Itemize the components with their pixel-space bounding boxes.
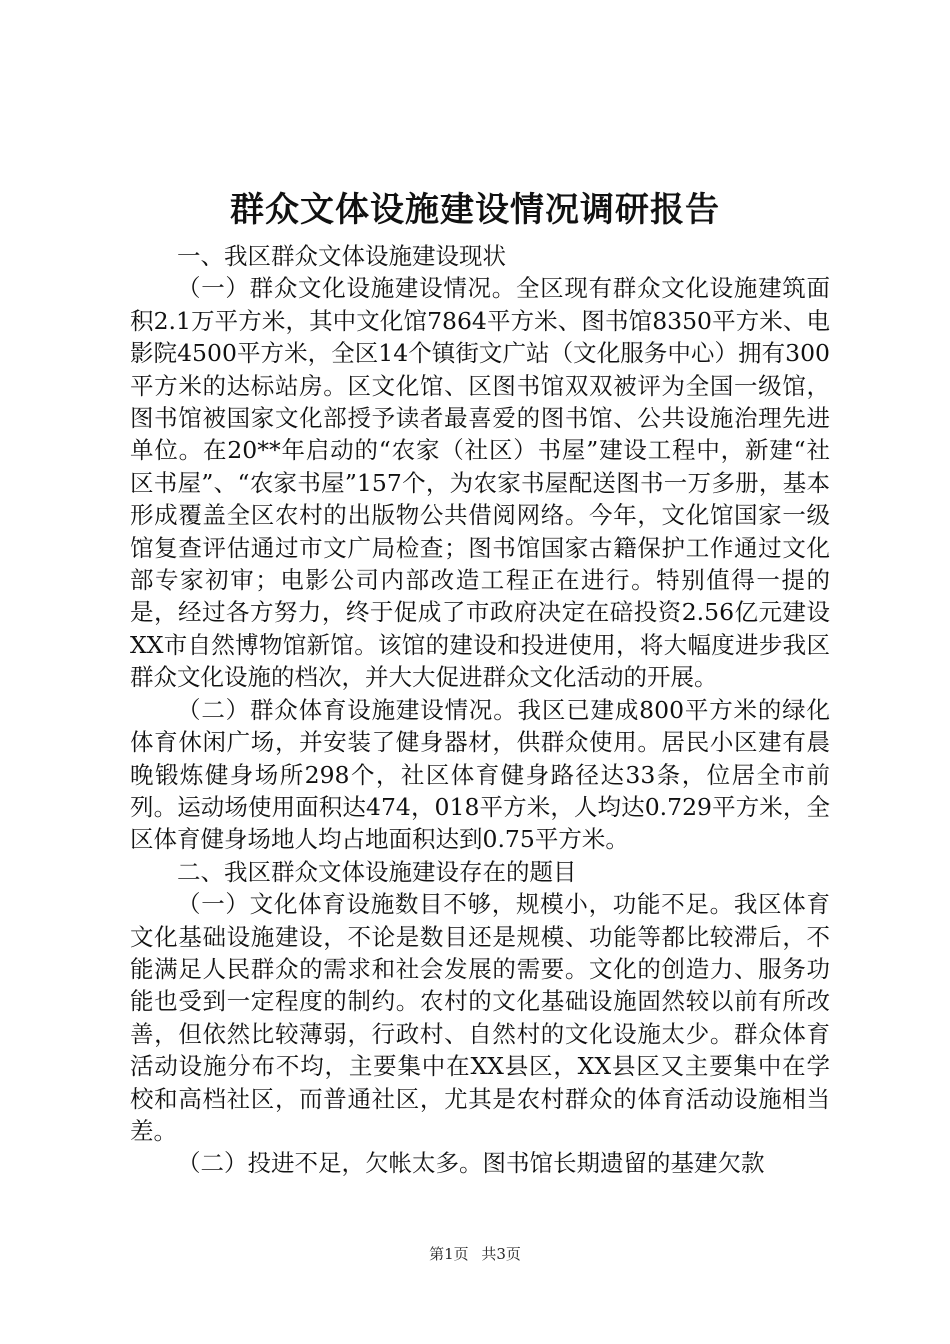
page-total: 共3页 <box>481 1245 521 1263</box>
page-number: 第1页 <box>429 1245 469 1263</box>
page-footer <box>0 1244 950 1264</box>
paragraph-culture-facilities: （一）群众文化设施建设情况。全区现有群众文化设施建筑面积2.1万平方米，其中文化馆7864平方米、图书馆8350平方米、电影院4500平方米，全区14个镇街文广站（文化服务中心）拥有300平方米的达标站房。区文化馆、区图书馆双双被评为全国一级馆，图书馆被国家文化部授予读者最喜爱的图书馆、公共设施治理先进单位。在20**年启动的“农家（社区）书屋”建设工程中，新建“社区书屋”、“农家书屋”157个，为农家书屋配送图书一万多册，基本形成覆盖全区农村的出版物公共借阅网络。今年，文化馆国家一级馆复查评估通过市文广局检查；图书馆国家古籍保护工作通过文化部专家初审；电影公司内部改造工程正在进行。特别值得一提的是，经过各方努力，终于促成了市政府决定在碚投资2.56亿元建设XX市自然博物馆新馆。该馆的建设和投进使用，将大幅度进步我区群众文化设施的档次，并大大促进群众文化活动的开展。 <box>130 274 830 692</box>
paragraph-sports-facilities: （二）群众体育设施建设情况。我区已建成800平方米的绿化体育休闲广场，并安装了健身器材，供群众使用。居民小区建有晨晚锻炼健身场所298个，社区体育健身路径达33条，位居全市前列。运动场使用面积达474，018平方米，人均达0.729平方米，全区体育健身场地人均占地面积达到0.75平方米。 <box>130 695 830 854</box>
document-body <box>130 240 830 1180</box>
document-title: 群众文体设施建设情况调研报告 <box>230 190 720 230</box>
paragraph-insufficient-investment: （二）投进不足，欠帐太多。图书馆长期遗留的基建欠款 <box>177 1149 765 1178</box>
section-heading-2: 二、我区群众文体设施建设存在的题目 <box>177 857 577 886</box>
paragraph-insufficient-facilities: （一）文化体育设施数目不够，规模小，功能不足。我区体育文化基础设施建设，不论是数目还是规模、功能等都比较滞后，不能满足人民群众的需求和社会发展的需要。文化的创造力、服务功能也受到一定程度的制约。农村的文化基础设施固然较以前有所改善，但依然比较薄弱，行政村、自然村的文化设施太少。群众体育活动设施分布不均，主要集中在XX县区，XX县区又主要集中在学校和高档社区，而普通社区，尤其是农村群众的体育活动设施相当差。 <box>130 890 830 1145</box>
section-heading-1: 一、我区群众文体设施建设现状 <box>177 242 506 270</box>
